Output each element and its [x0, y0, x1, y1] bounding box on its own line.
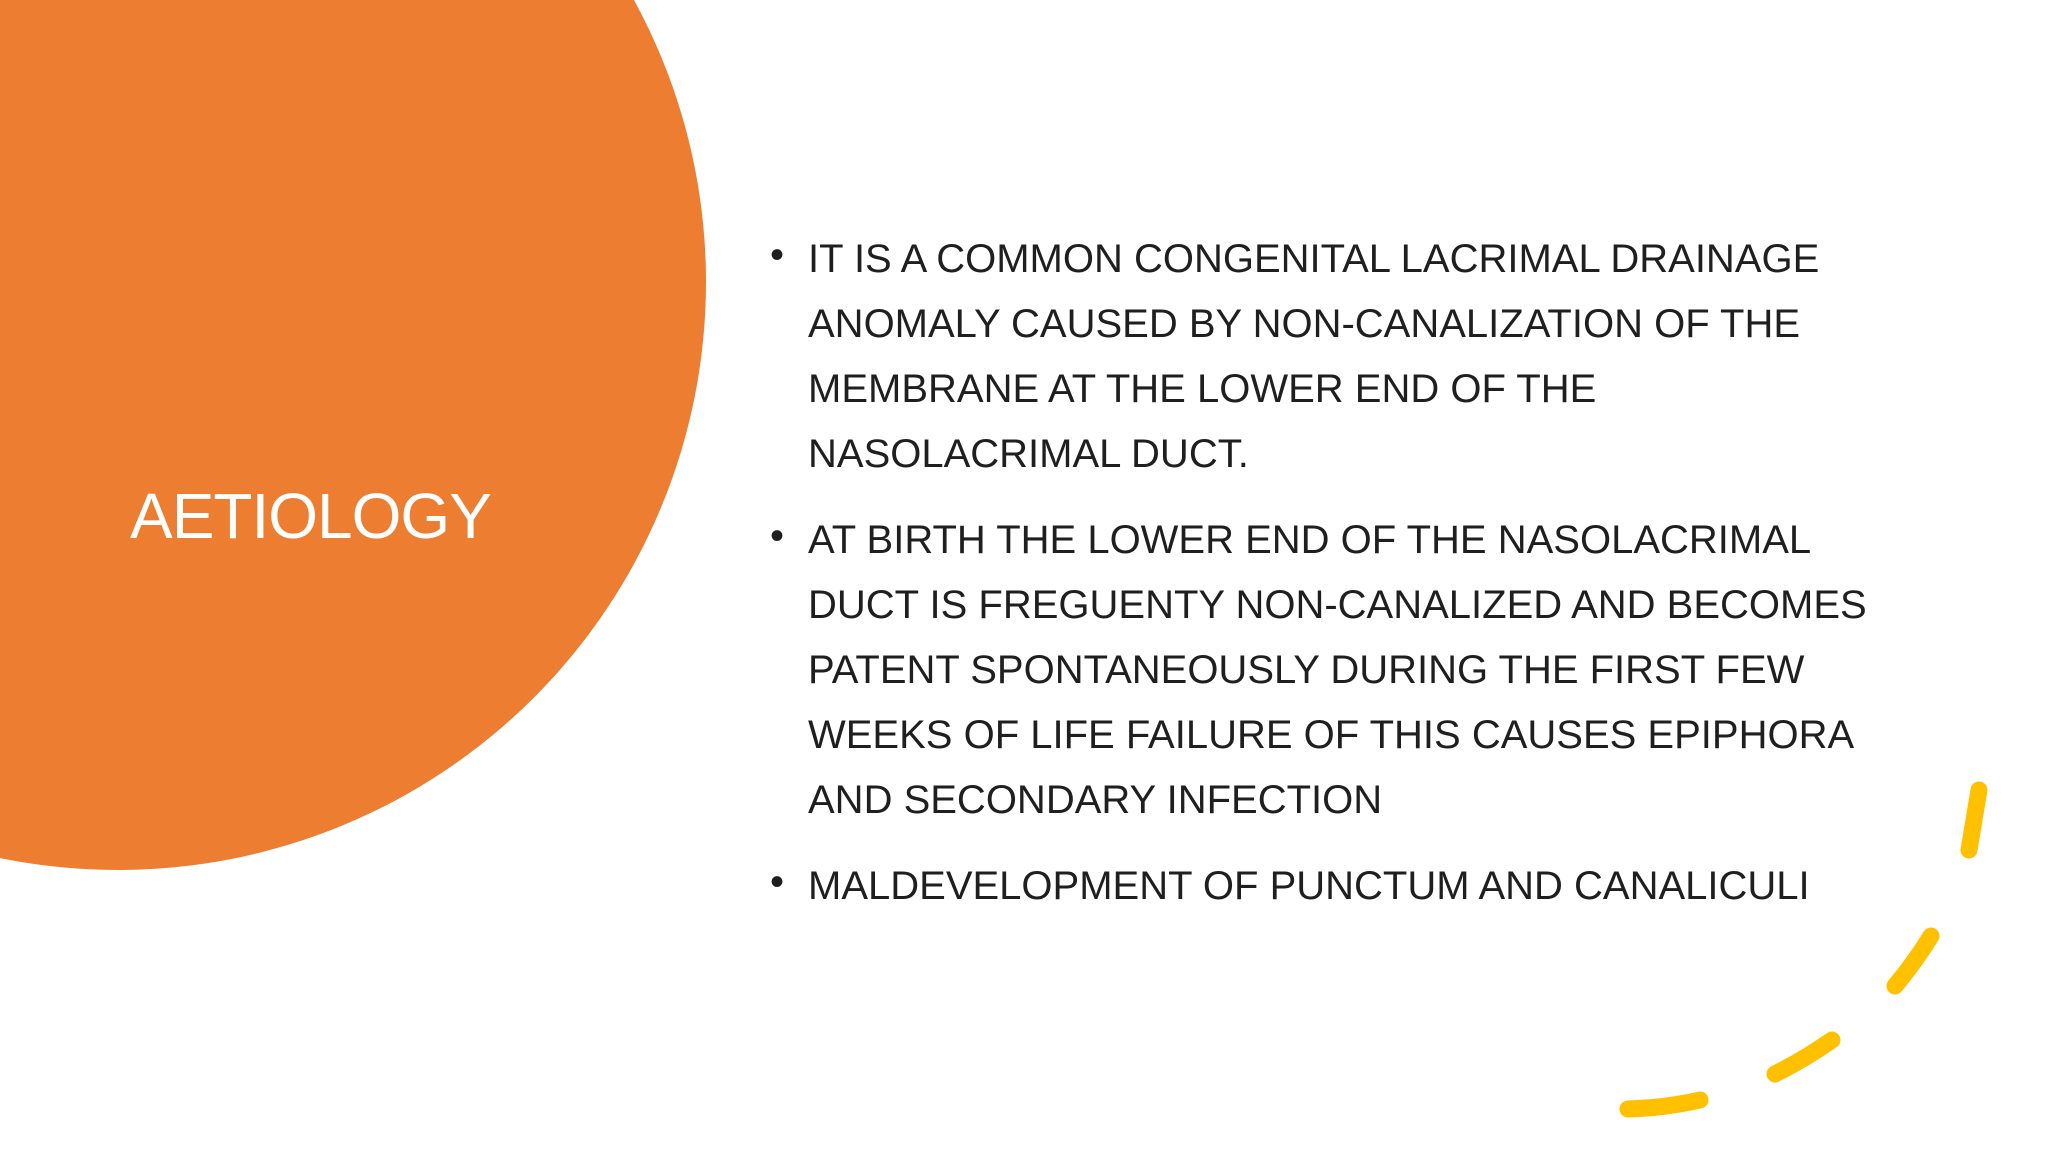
orange-circle-shape: [0, 0, 706, 870]
bullet-list: [770, 227, 1900, 940]
bullet-marker: •: [770, 233, 785, 277]
bullet-marker: •: [770, 514, 785, 558]
bullet-item: [770, 854, 1900, 919]
slide-title: AETIOLOGY: [130, 480, 491, 552]
bullet-item: [770, 508, 1900, 833]
bullet-text: IT IS A COMMON CONGENITAL LACRIMAL DRAINAGE ANOMALY CAUSED BY NON-CANALIZATION OF THE MEMBRANE AT THE LOWER END OF THE NASOLACRIMAL DUCT.: [808, 237, 1820, 476]
bullet-marker: •: [770, 860, 785, 904]
bullet-text: MALDEVELOPMENT OF PUNCTUM AND CANALICULI: [808, 864, 1810, 908]
bullet-item: [770, 227, 1900, 487]
bullet-text: AT BIRTH THE LOWER END OF THE NASOLACRIMAL DUCT IS FREGUENTY NON-CANALIZED AND BECOMES PATENT SPONTANEOUSLY DURING THE FIRST FEW WEEKS OF LIFE FAILURE OF THIS CAUSES EPIPHORA AND SECONDARY INFECTION: [808, 518, 1867, 822]
